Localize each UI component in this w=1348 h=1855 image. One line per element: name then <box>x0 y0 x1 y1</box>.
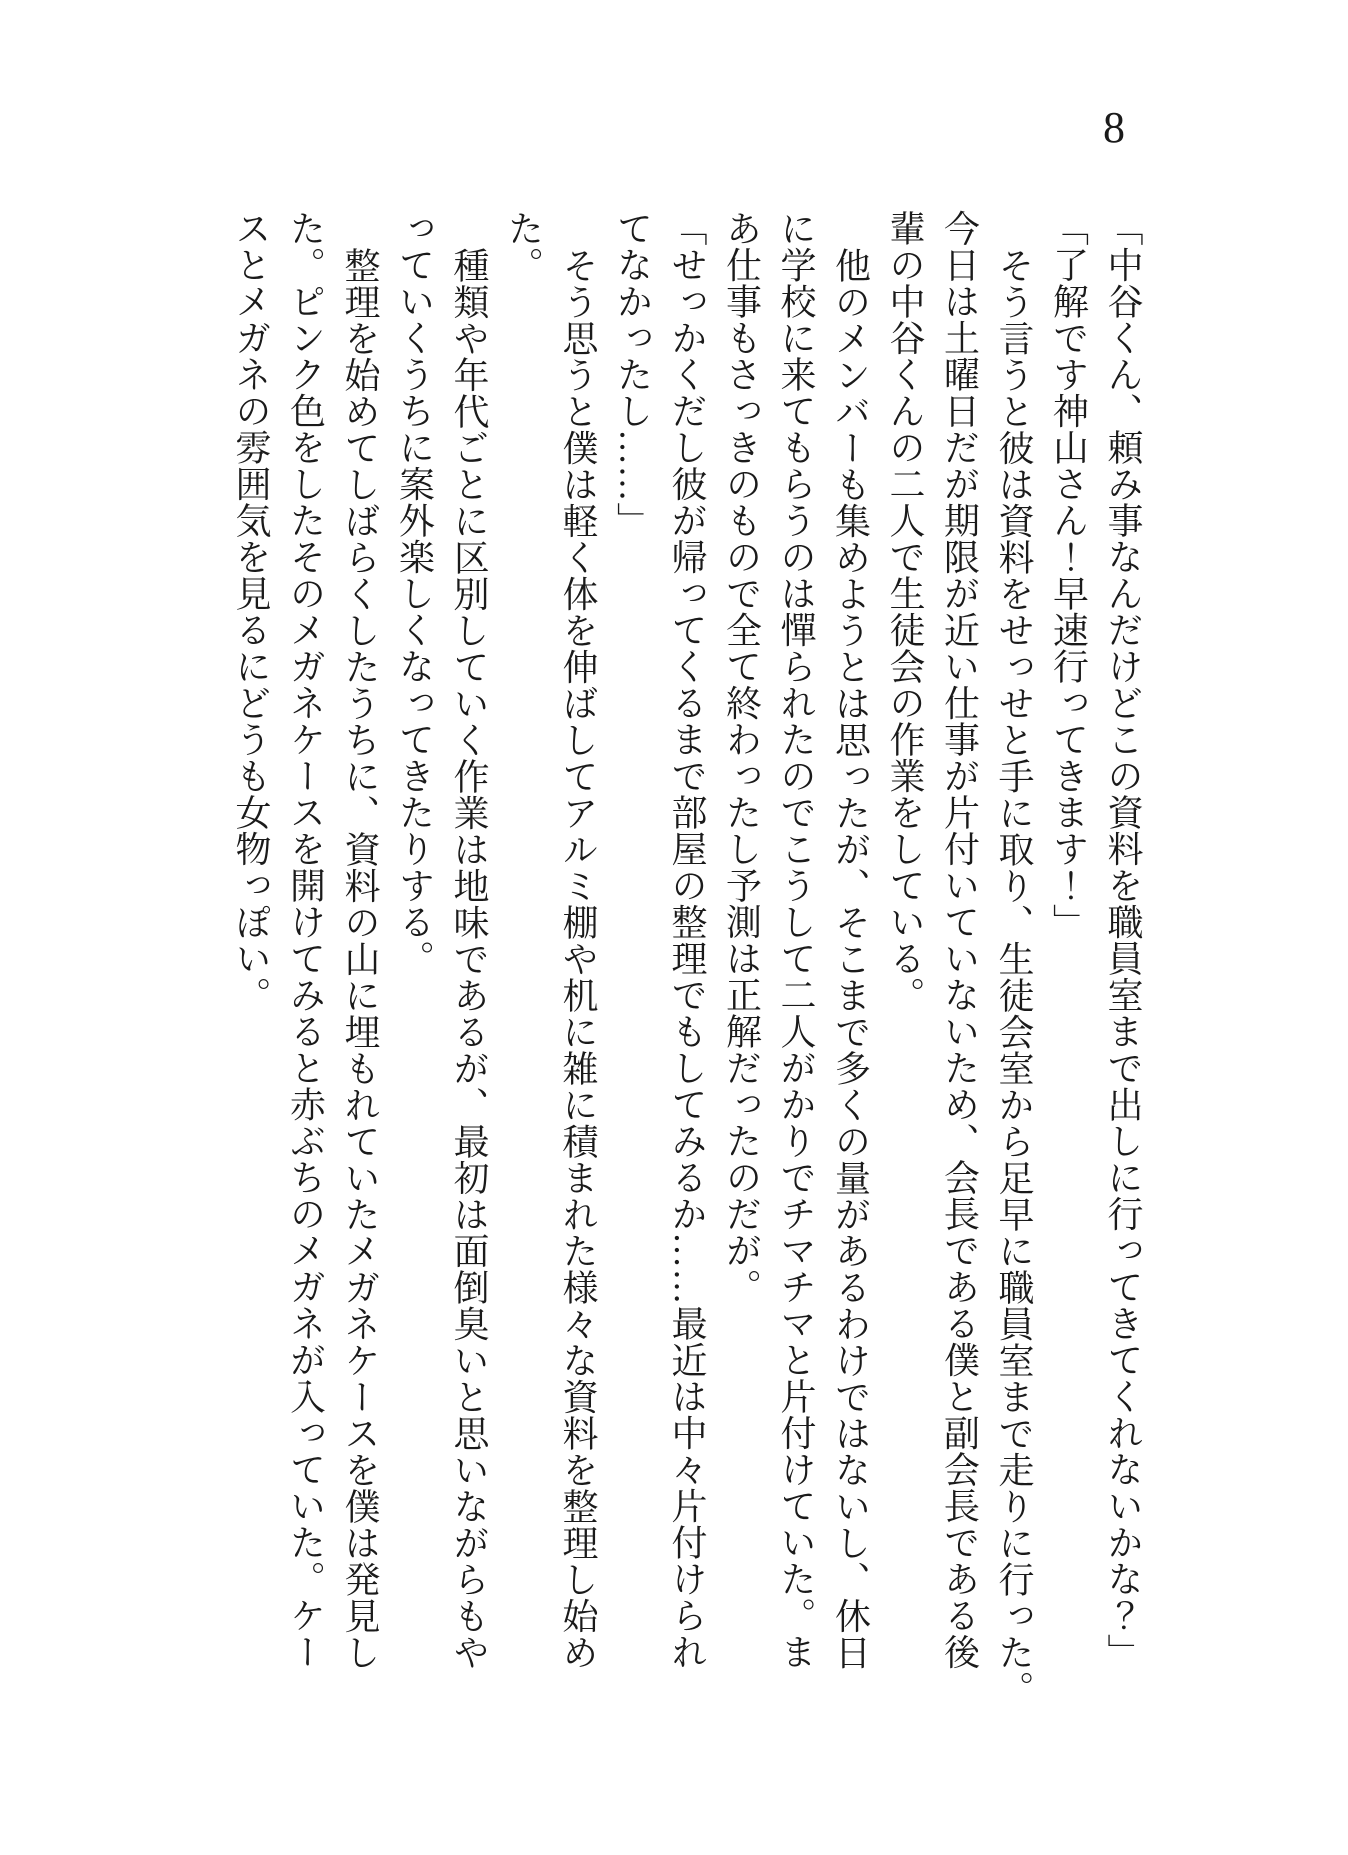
text-column: スとメガネの雰囲気を見るにどうも女物っぽい。 <box>231 210 271 1013</box>
text-column: そう言うと彼は資料をせっせと手に取り、生徒会室から足早に職員室まで走りに行った。 <box>994 246 1034 1707</box>
text-column: 「了解です神山さん！早速行ってきます！」 <box>1048 210 1089 940</box>
text-column: 整理を始めてしばらくしたうちに、資料の山に埋もれていたメガネケースを僕は発見し <box>340 246 380 1670</box>
page-number: 8 <box>1103 103 1125 152</box>
text-column: 輩の中谷くんの二人で生徒会の作業をしている。 <box>885 210 925 1013</box>
text-column: 今日は土曜日だが期限が近い仕事が片付いていないため、会長である僕と副会長である後 <box>939 210 980 1670</box>
text-column: た。 <box>503 210 544 283</box>
text-column: あ仕事もさっきのもので全て終わったし予測は正解だったのだが。 <box>721 210 762 1305</box>
text-column: た。ピンク色をしたそのメガネケースを開けてみると赤ぶちのメガネが入っていた。ケー <box>285 210 326 1670</box>
text-column: 種類や年代ごとに区別していく作業は地味であるが、最初は面倒臭いと思いながらもや <box>449 246 489 1670</box>
text-column: てなかったし……」 <box>612 210 653 539</box>
text-column: 他のメンバーも集めようとは思ったが、そこまで多くの量があるわけではないし、休日 <box>830 246 871 1670</box>
text-column: 「せっかくだし彼が帰ってくるまで部屋の整理でもしてみるか……最近は中々片付けられ <box>667 210 707 1670</box>
text-column: に学校に来てもらうのは憚られたのでこうして二人がかりでチマチマと片付けていた。ま <box>776 210 816 1670</box>
text-column: 「中谷くん、頼み事なんだけどこの資料を職員室まで出しに行ってきてくれないかな？」 <box>1103 210 1143 1670</box>
text-column: そう思うと僕は軽く体を伸ばしてアルミ棚や机に雑に積まれた様々な資料を整理し始め <box>558 246 598 1670</box>
text-block <box>224 210 1151 1707</box>
text-column: っていくうちに案外楽しくなってきたりする。 <box>394 210 435 977</box>
